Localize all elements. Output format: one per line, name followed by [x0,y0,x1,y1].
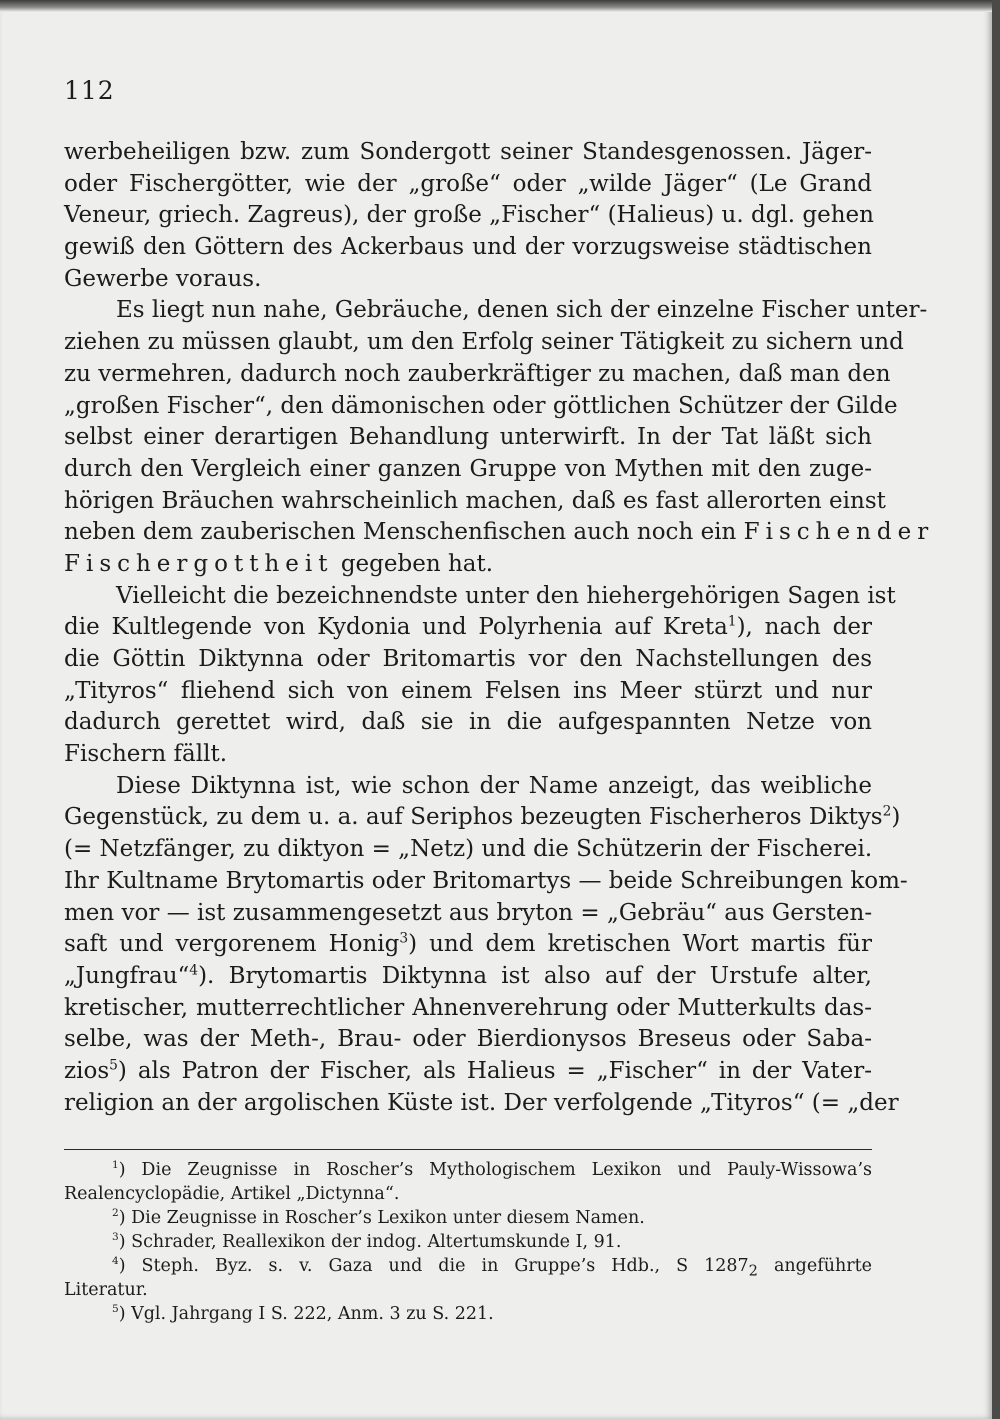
spaced-term: Fischender [743,519,935,546]
text-line: Vielleicht die bezeichnendste unter den hiehergehörigen Sagen ist [116,582,896,609]
footnote-text: ) Die Zeugnisse in Roscher’s Mythologischem Lexikon und Pauly-Wissowa’s [118,1160,872,1180]
text-line: oder Fischergötter, wie der „große“ oder „wilde Jäger“ (Le Grand [64,170,872,197]
text-line: gewiß den Göttern des Ackerbaus und der vorzugsweise städtischen [64,234,872,261]
footnote-mark: 4 [112,1255,119,1268]
text-line [64,612,872,644]
text-line: Gegenstück, zu dem u. a. auf Seriphos bezeugten Fischerheros Diktys$^2$) [64,803,901,831]
text-segment: ), nach der [736,614,872,641]
text-line: Diese Diktynna ist, wie schon der Name anzeigt, das weibliche [116,772,872,799]
text-line: hörigen Bräuchen wahrscheinlich machen, daß es fast allerorten einst [64,487,886,514]
text-line: selbst einer derartigen Behandlung unterwirft. In der Tat läßt sich [64,424,872,451]
text-line [64,549,872,581]
footnote-mark: 3 [112,1231,119,1244]
footnote: Literatur. [64,1280,148,1300]
footnote-ref: 4 [189,962,199,979]
text-line: „großen Fischer“, den dämonischen oder göttlichen Schützer der Gilde [64,392,898,419]
footnote: Realencyclopädie, Artikel „Dictynna“. [64,1184,400,1204]
text-line: religion an der argolischen Küste ist. Der verfolgende „Tityros“ (= „der [64,1089,899,1116]
footnote-ref: 3 [399,930,409,947]
text-line: die Göttin Diktynna oder Britomartis vor den Nachstellungen des [64,646,872,672]
footnote-subscript: 2 [748,1262,758,1280]
text-segment: zios [64,1057,110,1084]
spaced-term: Fischergottheit [64,550,334,577]
footnote-text: ) Schrader, Reallexikon der indog. Altertumskunde I, 91. [118,1232,622,1252]
text-line: zu vermehren, dadurch noch zauberkräftiger zu machen, daß man den [64,360,891,387]
text-segment: Gegenstück, zu dem u. a. auf Seriphos bezeugten Fischerheros Diktys [64,804,883,831]
text-line: ziehen zu müssen glaubt, um den Erfolg seiner Tätigkeit zu sichern und [64,329,904,356]
text-line: durch den Vergleich einer ganzen Gruppe von Mythen mit den zuge- [64,455,872,482]
footnote-text: ) Die Zeugnisse in Roscher’s Lexikon unter diesem Namen. [118,1208,645,1228]
text-segment: gegeben hat. [340,550,494,577]
text-line: Gewerbe voraus. [64,265,262,292]
scan-edge [0,0,992,12]
text-line [64,517,935,549]
body-text [64,137,935,1119]
text-segment: ) als Patron der Fischer, als Halieus = „Fischer“ in der Vater- [117,1057,872,1084]
footnote [64,1158,872,1182]
footnote-text: ) Steph. Byz. s. v. Gaza und die in Gruppe’s Hdb., S 1287 [118,1256,749,1276]
footnote [64,1302,872,1326]
text-line: men vor — ist zusammengesetzt aus bryton = „Gebräu“ aus Gersten- [64,899,873,926]
text-line: Ihr Kultname Brytomartis oder Britomartys — beide Schreibungen kom- [64,867,908,894]
text-segment: neben dem zauberischen Menschenfischen auch noch ein [64,519,737,546]
text-line: Veneur, griech. Zagreus), der große „Fischer“ (Halieus) u. dgl. gehen [64,202,874,229]
footnote-mark: 5 [112,1303,119,1316]
footnote-ref: 1 [727,613,737,630]
text-line [64,1056,872,1088]
footnote-text: ) Vgl. Jahrgang I S. 222, Anm. 3 zu S. 221. [118,1304,494,1324]
footnote [64,1230,872,1254]
text-line: dadurch gerettet wird, daß sie in die aufgespannten Netze von [64,709,872,736]
text-line: (= Netzfänger, zu diktyon = „Netz) und die Schützerin der Fischerei. [64,836,873,863]
footnote-text: angeführte [757,1256,872,1276]
text-line: werbeheiligen bzw. zum Sondergott seiner Standesgenossen. Jäger- [64,139,872,165]
text-line: „Tityros“ fliehend sich von einem Felsen ins Meer stürzt und nur [64,677,872,704]
page-number: 112 [64,76,115,105]
footnote-mark: 1 [112,1159,119,1172]
text-segment: ) und dem kretischen Wort martis für [408,931,872,958]
footnote-ref: 5 [109,1057,118,1074]
footnote-ref: 2 [882,803,892,820]
text-line [64,929,872,961]
text-segment: saft und vergorenem Honig [64,931,400,958]
footnote [64,1206,872,1230]
text-segment: „Jungfrau“ [64,962,190,989]
text-line: Fischern fällt. [64,741,228,768]
text-line [64,961,872,993]
text-segment: die Kultlegende von Kydonia und Polyrhenia auf Kreta [64,614,728,641]
footnote-divider [64,1149,872,1150]
text-line: kretischer, mutterrechtlicher Ahnenverehrung oder Mutterkults das- [64,994,872,1021]
footnotes [64,1158,872,1326]
text-line: Es liegt nun nahe, Gebräuche, denen sich der einzelne Fischer unter- [116,297,928,324]
text-segment: ). Brytomartis Diktynna ist also auf der Urstufe alter, [198,962,872,989]
text-line: selbe, was der Meth-, Brau- oder Bierdionysos Breseus oder Saba- [64,1026,872,1053]
footnote-mark: 2 [112,1207,119,1220]
footnote [64,1254,872,1278]
